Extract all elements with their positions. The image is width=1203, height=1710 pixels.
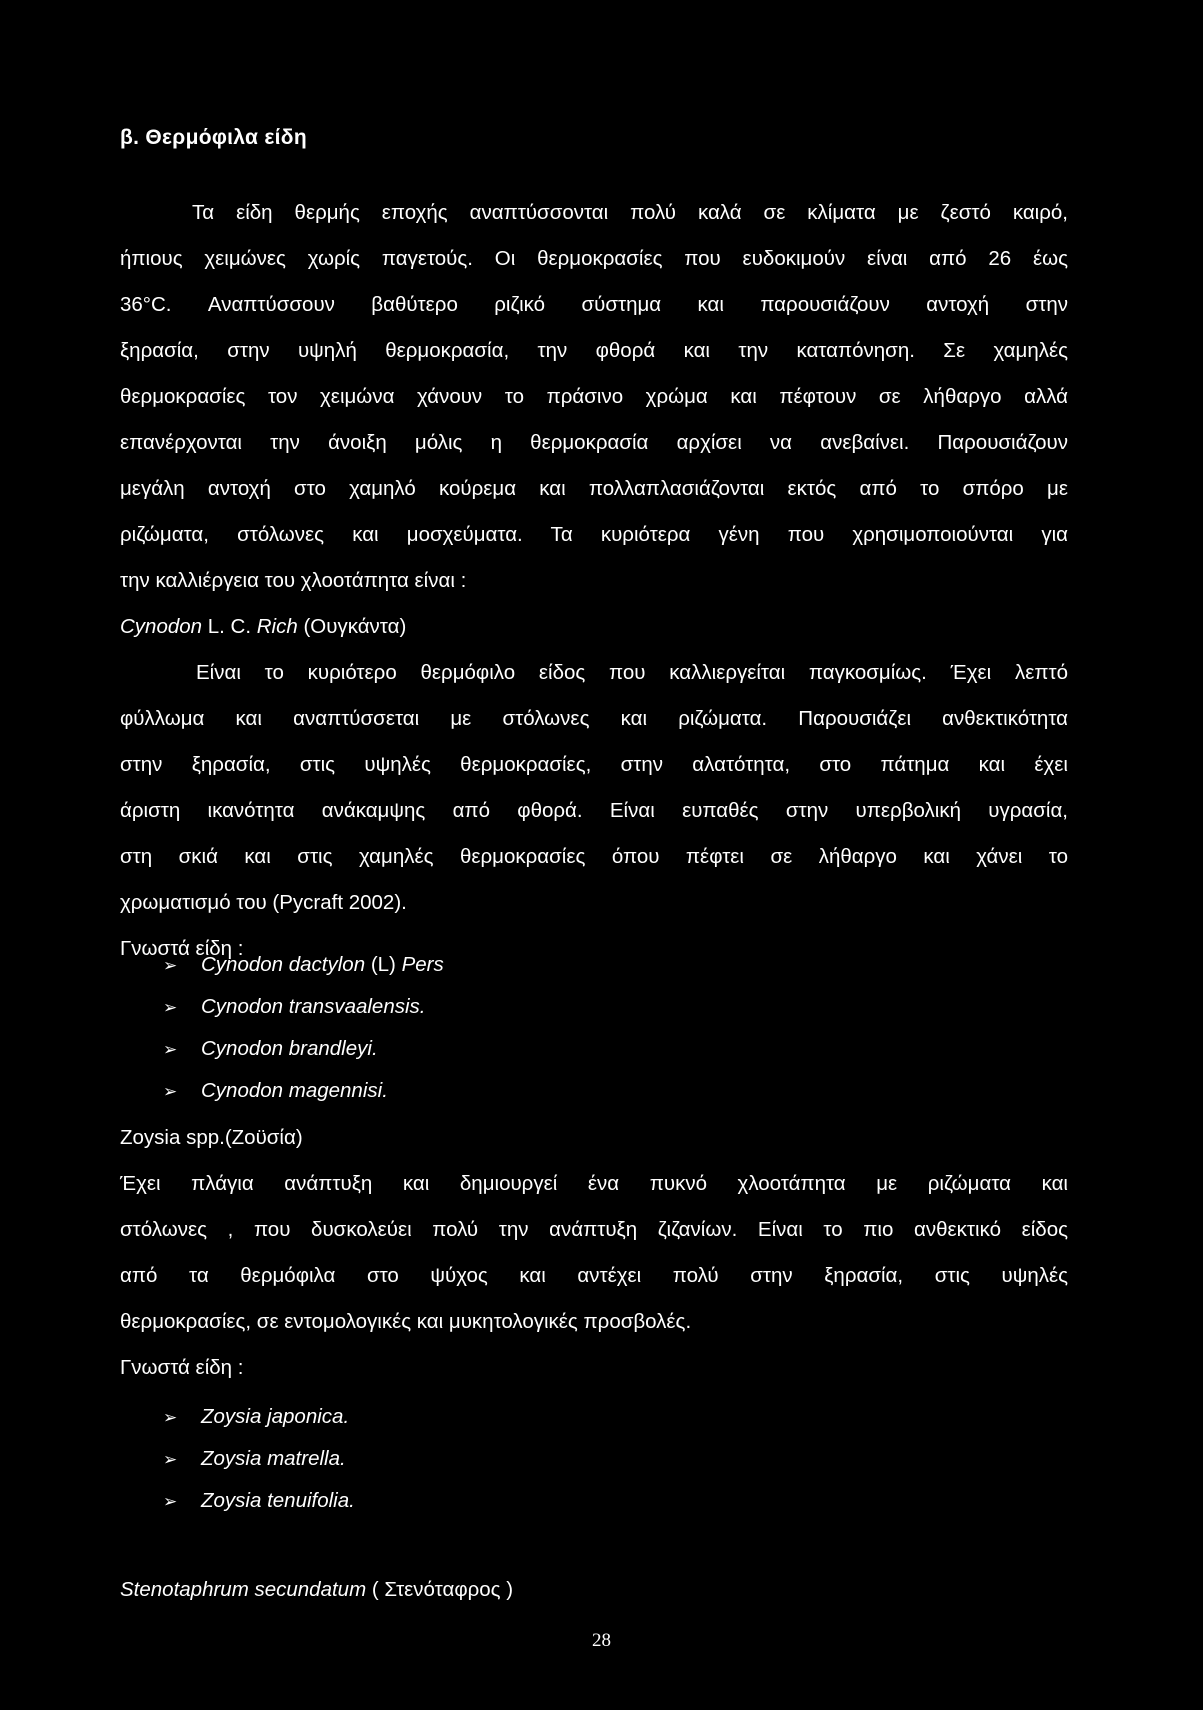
- list-item: ➢ Zoysia japonica.: [120, 1396, 1068, 1438]
- paragraph-line: μεγάλη αντοχή στο χαμηλό κούρεμα και πολλαπλασιάζονται εκτός από το σπόρο με: [120, 477, 1068, 500]
- paragraph-line: θερμοκρασίες, σε εντομολογικές και μυκητολογικές προσβολές.: [120, 1310, 692, 1333]
- list-item: ➢ Zoysia matrella.: [120, 1438, 1068, 1480]
- paragraph-line: Τα είδη θερμής εποχής αναπτύσσονται πολύ καλά σε κλίματα με ζεστό καιρό,: [192, 201, 1068, 224]
- list-item: ➢ Cynodon transvaalensis.: [120, 986, 1068, 1028]
- intro-paragraph: [120, 190, 1068, 604]
- paragraph-line: ήπιους χειμώνες χωρίς παγετούς. Οι θερμοκρασίες που ευδοκιμούν είναι από 26 έως: [120, 247, 1068, 270]
- author-name: Rich: [256, 615, 298, 638]
- zoysia-heading: Zoysia spp.(Ζοϋσία): [120, 1126, 303, 1149]
- paragraph-line: ξηρασία, στην υψηλή θερμοκρασία, την φθορά και την καταπόνηση. Σε χαμηλές: [120, 339, 1068, 362]
- list-item: ➢ Cynodon dactylon (L) Pers: [120, 944, 1068, 986]
- genus-name: Cynodon: [120, 615, 203, 638]
- paragraph-line: άριστη ικανότητα ανάκαμψης από φθορά. Είναι ευπαθές στην υπερβολική υγρασία,: [120, 799, 1068, 822]
- list-item: ➢ Cynodon magennisi.: [120, 1070, 1068, 1112]
- paragraph-line: 36°C. Αναπτύσσουν βαθύτερο ριζικό σύστημα και παρουσιάζουν αντοχή στην: [120, 293, 1068, 316]
- zoysia-section: [120, 1115, 1068, 1391]
- paragraph-line: στη σκιά και στις χαμηλές θερμοκρασίες όπου πέφτει σε λήθαργο και χάνει το: [120, 845, 1068, 868]
- paragraph-line: θερμοκρασίες τον χειμώνα χάνουν το πράσινο χρώμα και πέφτουν σε λήθαργο αλλά: [120, 385, 1068, 408]
- paragraph-line: στόλωνες , που δυσκολεύει πολύ την ανάπτυξη ζιζανίων. Είναι το πιο ανθεκτικό είδος: [120, 1218, 1068, 1241]
- cynodon-section: [120, 604, 1068, 972]
- bullet-arrow-icon: ➢: [163, 1450, 178, 1469]
- bullet-arrow-icon: ➢: [163, 1040, 178, 1059]
- cynodon-species-list: [120, 944, 1068, 1112]
- bullet-arrow-icon: ➢: [163, 1082, 178, 1101]
- author-abbrev: L. C.: [202, 615, 257, 638]
- latin-name: Stenotaphrum secundatum: [120, 1578, 367, 1601]
- stenotaphrum-heading: [120, 1578, 513, 1602]
- paragraph-line: χρωματισμό του (Pycraft 2002).: [120, 891, 407, 914]
- zoysia-species-list: [120, 1396, 1068, 1522]
- bullet-arrow-icon: ➢: [163, 1492, 178, 1511]
- common-name: ( Στενόταφρος ): [366, 1578, 514, 1601]
- paragraph-line: την καλλιέργεια του χλοοτάπητα είναι :: [120, 569, 467, 592]
- bullet-arrow-icon: ➢: [163, 1408, 178, 1427]
- known-species-label: Γνωστά είδη :: [120, 937, 244, 960]
- paragraph-line: Έχει πλάγια ανάπτυξη και δημιουργεί ένα πυκνό χλοοτάπητα με ριζώματα και: [120, 1172, 1068, 1195]
- known-species-label: Γνωστά είδη :: [120, 1356, 244, 1379]
- list-item: ➢ Cynodon brandleyi.: [120, 1028, 1068, 1070]
- paragraph-line: ριζώματα, στόλωνες και μοσχεύματα. Τα κυριότερα γένη που χρησιμοποιούνται για: [120, 523, 1068, 546]
- paragraph-line: από τα θερμόφιλα στο ψύχος και αντέχει πολύ στην ξηρασία, στις υψηλές: [120, 1264, 1068, 1287]
- paragraph-line: στην ξηρασία, στις υψηλές θερμοκρασίες, στην αλατότητα, στο πάτημα και έχει: [120, 753, 1068, 776]
- paragraph-line: φύλλωμα και αναπτύσσεται με στόλωνες και ριζώματα. Παρουσιάζει ανθεκτικότητα: [120, 707, 1068, 730]
- common-name: (Ουγκάντα): [297, 615, 407, 638]
- paragraph-line: Είναι το κυριότερο θερμόφιλο είδος που καλλιεργείται παγκοσμίως. Έχει λεπτό: [196, 661, 1068, 684]
- section-title: β. Θερμόφιλα είδη: [120, 126, 307, 149]
- bullet-arrow-icon: ➢: [163, 998, 178, 1017]
- bullet-arrow-icon: ➢: [163, 956, 178, 975]
- list-item: ➢ Zoysia tenuifolia.: [120, 1480, 1068, 1522]
- cynodon-heading: [120, 604, 1068, 650]
- page-number: 28: [592, 1630, 611, 1651]
- paragraph-line: επανέρχονται την άνοιξη μόλις η θερμοκρασία αρχίσει να ανεβαίνει. Παρουσιάζουν: [120, 431, 1068, 454]
